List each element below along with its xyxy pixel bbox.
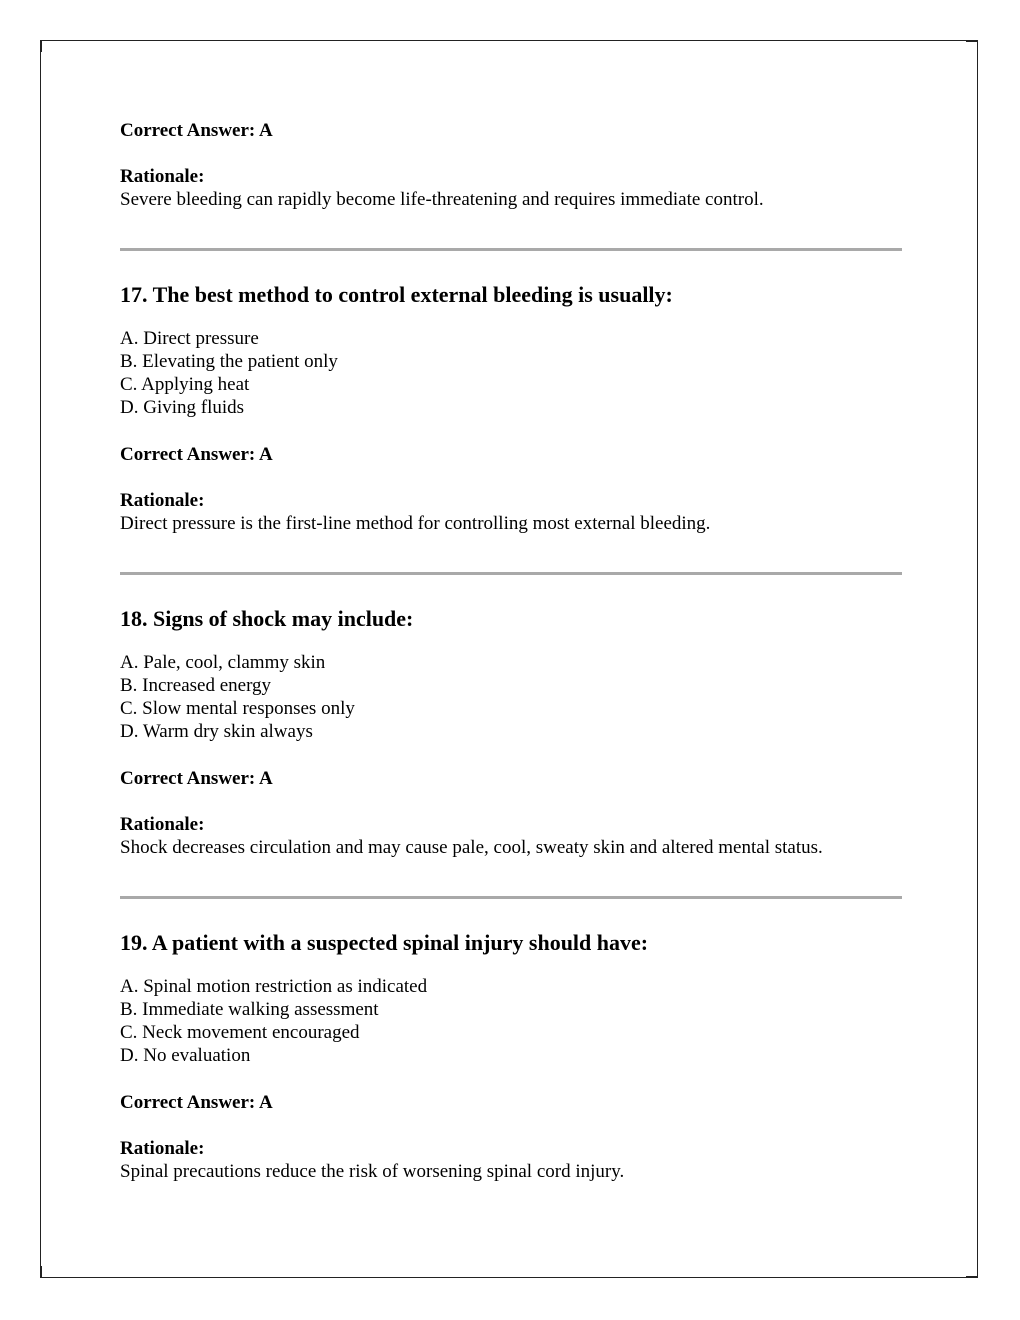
correct-answer: Correct Answer: A [120, 768, 273, 789]
rationale-text: Spinal precautions reduce the risk of worsening spinal cord injury. [120, 1161, 625, 1182]
corner-mark-top-right [966, 40, 978, 42]
rationale-text: Severe bleeding can rapidly become life-threatening and requires immediate control. [120, 189, 764, 210]
rationale-text: Direct pressure is the first-line method for controlling most external bleeding. [120, 513, 711, 534]
rationale-label: Rationale: [120, 490, 205, 511]
previous-question-tail [120, 119, 902, 211]
answer-option: D. No evaluation [120, 1045, 251, 1066]
correct-answer: Correct Answer: A [120, 1092, 273, 1113]
question-19 [120, 929, 902, 1183]
answer-option: A. Direct pressure [120, 328, 259, 349]
rationale-text: Shock decreases circulation and may cause pale, cool, sweaty skin and altered mental status. [120, 837, 823, 858]
answer-option: D. Warm dry skin always [120, 721, 313, 742]
correct-answer: Correct Answer: A [120, 120, 273, 141]
answer-option: B. Increased energy [120, 675, 272, 696]
answer-option: B. Immediate walking assessment [120, 999, 379, 1020]
question-title: 17. The best method to control external bleeding is usually: [120, 282, 673, 307]
section-divider [120, 896, 902, 899]
answer-option: D. Giving fluids [120, 397, 245, 418]
question-18 [120, 605, 902, 859]
answer-option: A. Pale, cool, clammy skin [120, 652, 326, 673]
corner-mark-top-left [40, 40, 42, 52]
section-divider [120, 248, 902, 251]
rationale-label: Rationale: [120, 814, 205, 835]
question-17 [120, 281, 902, 535]
answer-option: B. Elevating the patient only [120, 351, 338, 372]
answer-option: C. Slow mental responses only [120, 698, 355, 719]
document-content [120, 119, 902, 1183]
rationale-label: Rationale: [120, 1138, 205, 1159]
question-title: 18. Signs of shock may include: [120, 606, 414, 631]
correct-answer: Correct Answer: A [120, 444, 273, 465]
answer-option: C. Applying heat [120, 374, 250, 395]
question-title: 19. A patient with a suspected spinal injury should have: [120, 930, 649, 955]
section-divider [120, 572, 902, 575]
rationale-label: Rationale: [120, 166, 205, 187]
corner-mark-bottom-left [40, 1266, 42, 1278]
answer-option: C. Neck movement encouraged [120, 1022, 360, 1043]
corner-mark-bottom-right [966, 1276, 978, 1278]
answer-option: A. Spinal motion restriction as indicated [120, 976, 428, 997]
